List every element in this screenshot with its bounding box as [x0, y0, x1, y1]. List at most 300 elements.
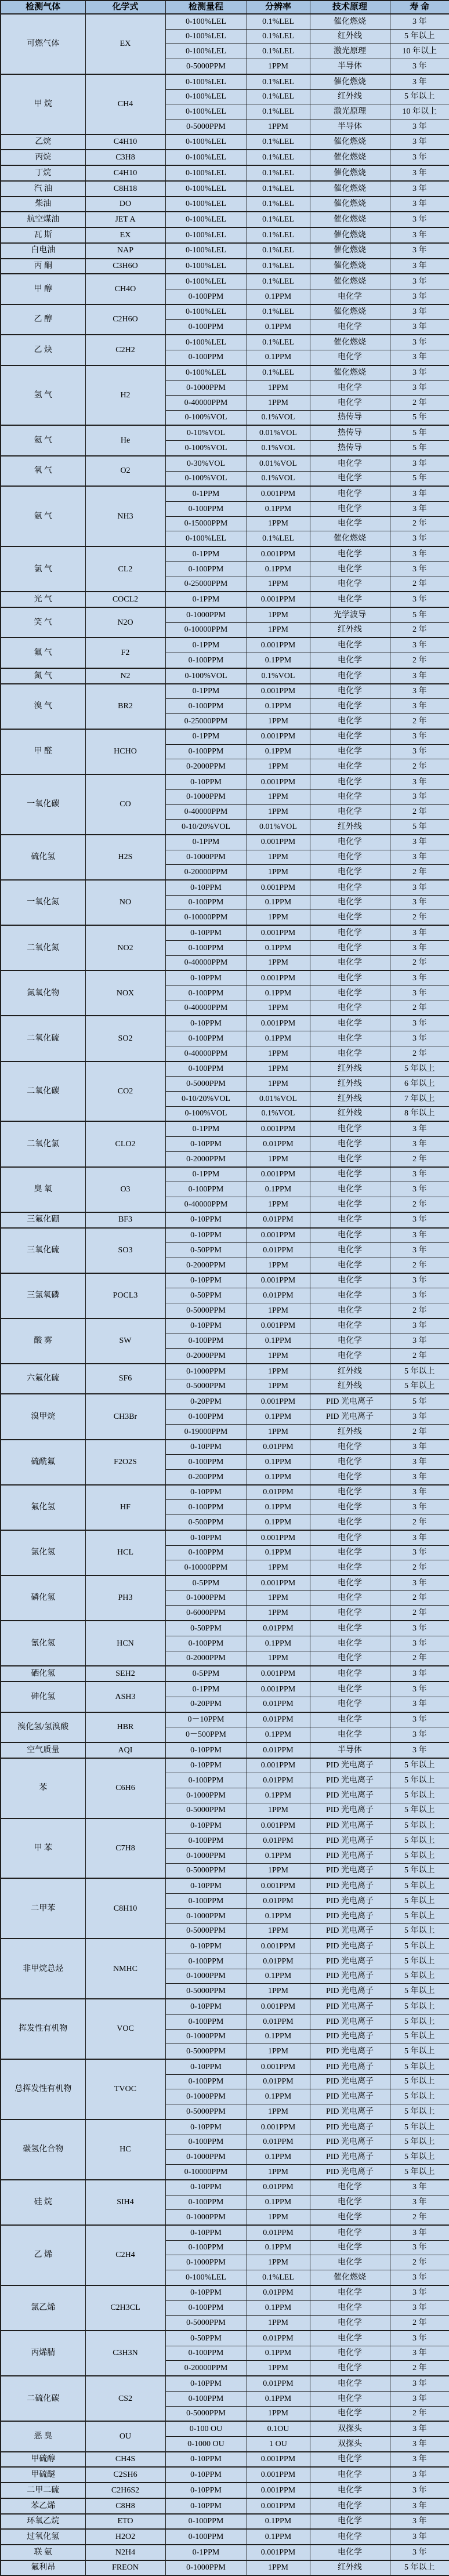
table-row — [1, 2545, 449, 2560]
principle-cell: 红外线 — [310, 1092, 390, 1107]
gas-name-cell: 氯化氢 — [1, 1530, 85, 1575]
header-formula: 化学式 — [85, 1, 165, 14]
lifespan-cell: 3 年 — [390, 2331, 449, 2346]
table-row — [1, 925, 449, 940]
range-cell: 0-100PPM — [165, 1410, 247, 1425]
header-gas: 检测气体 — [1, 1, 85, 14]
resolution-cell: 0.001PPM — [247, 1666, 310, 1682]
resolution-cell: 0.1%LEL — [247, 197, 310, 212]
range-cell: 0-100PPM — [165, 1894, 247, 1909]
lifespan-cell: 5 年 — [390, 425, 449, 440]
gas-name-cell: 甲 醇 — [1, 274, 85, 304]
formula-cell: HCL — [85, 1530, 165, 1575]
range-cell: 0-1000PPM — [165, 1364, 247, 1379]
range-cell: 0-10000PPM — [165, 2165, 247, 2180]
principle-cell: 电化学 — [310, 1697, 390, 1712]
principle-cell: 电化学 — [310, 637, 390, 653]
lifespan-cell: 6 年以上 — [390, 1077, 449, 1092]
range-cell: 0-100PPM — [165, 699, 247, 714]
principle-cell: PID 光电离子 — [310, 2165, 390, 2180]
gas-name-cell: 联 氨 — [1, 2545, 85, 2560]
gas-name-cell: 氯乙烯 — [1, 2285, 85, 2331]
lifespan-cell: 5 年以上 — [390, 1969, 449, 1984]
range-cell: 0-10PPM — [165, 774, 247, 789]
lifespan-cell: 3 年 — [390, 502, 449, 517]
resolution-cell: 0.1PPM — [247, 2346, 310, 2361]
gas-name-cell: 环氧乙烷 — [1, 2514, 85, 2530]
principle-cell: PID 光电离子 — [310, 1834, 390, 1849]
principle-cell: 电化学 — [310, 1334, 390, 1349]
lifespan-cell: 5 年以上 — [390, 1803, 449, 1818]
range-cell: 0-50PPM — [165, 1621, 247, 1636]
resolution-cell: 0.001PPM — [247, 1167, 310, 1182]
gas-name-cell: 二硫化碳 — [1, 2376, 85, 2421]
formula-cell: NO — [85, 880, 165, 925]
principle-cell: 电化学 — [310, 1666, 390, 1682]
table-row — [1, 2331, 449, 2346]
lifespan-cell: 3 年 — [390, 1575, 449, 1590]
formula-cell: C7H8 — [85, 1818, 165, 1879]
table-row — [1, 1121, 449, 1136]
principle-cell: PID 光电离子 — [310, 1410, 390, 1425]
resolution-cell: 0.1%LEL — [247, 365, 310, 381]
resolution-cell: 0.01PPM — [247, 1243, 310, 1258]
lifespan-cell: 3 年 — [390, 684, 449, 699]
range-cell: 0-40000PPM — [165, 1001, 247, 1016]
range-cell: 0-100PPM — [165, 2514, 247, 2530]
lifespan-cell: 2 年 — [390, 2210, 449, 2225]
lifespan-cell: 5 年 — [390, 820, 449, 835]
range-cell: 0-500PPM — [165, 1515, 247, 1530]
range-cell: 0-10PPM — [165, 1530, 247, 1545]
range-cell: 0-100PPM — [165, 895, 247, 910]
formula-cell: EX — [85, 227, 165, 243]
principle-cell: PID 光电离子 — [310, 2044, 390, 2059]
lifespan-cell: 3 年 — [390, 880, 449, 895]
formula-cell: C6H6 — [85, 1758, 165, 1818]
range-cell: 0-100PPM — [165, 1636, 247, 1651]
gas-name-cell: 甲硫醇 — [1, 2452, 85, 2468]
lifespan-cell: 2 年 — [390, 1197, 449, 1212]
range-cell: 0-100%LEL — [165, 74, 247, 89]
range-cell: 0-100%VOL — [165, 471, 247, 486]
table-row — [1, 1939, 449, 1954]
lifespan-cell: 3 年 — [390, 2498, 449, 2514]
principle-cell: 电化学 — [310, 2452, 390, 2468]
formula-cell: FREON — [85, 2560, 165, 2576]
gas-name-cell: 硫化氢 — [1, 835, 85, 880]
principle-cell: 电化学 — [310, 2180, 390, 2195]
lifespan-cell: 5 年以上 — [390, 1939, 449, 1954]
lifespan-cell: 3 年 — [390, 2300, 449, 2316]
range-cell: 0-10PPM — [165, 2498, 247, 2514]
formula-cell: CH4 — [85, 74, 165, 135]
resolution-cell: 1PPM — [247, 1364, 310, 1379]
resolution-cell: 1PPM — [247, 2406, 310, 2421]
principle-cell: 电化学 — [310, 1151, 390, 1166]
principle-cell: 电化学 — [310, 1590, 390, 1606]
lifespan-cell: 2 年 — [390, 516, 449, 531]
resolution-cell: 0.1PPM — [247, 2529, 310, 2545]
resolution-cell: 0.001PPM — [247, 592, 310, 607]
range-cell: 0-100%VOL — [165, 410, 247, 425]
formula-cell: CH3Br — [85, 1394, 165, 1439]
resolution-cell: 1 OU — [247, 2437, 310, 2452]
resolution-cell: 0.01%VOL — [247, 820, 310, 835]
lifespan-cell: 5 年以上 — [390, 2165, 449, 2180]
range-cell: 0-5PPM — [165, 1575, 247, 1590]
gas-name-cell: 二氧化氮 — [1, 925, 85, 970]
principle-cell: 电化学 — [310, 2545, 390, 2560]
formula-cell: PH3 — [85, 1575, 165, 1621]
principle-cell: PID 光电离子 — [310, 2150, 390, 2165]
resolution-cell: 0.1%VOL — [247, 441, 310, 456]
principle-cell: 电化学 — [310, 546, 390, 561]
principle-cell: 电化学 — [310, 1621, 390, 1636]
principle-cell: PID 光电离子 — [310, 1999, 390, 2014]
resolution-cell: 0.01PPM — [247, 1954, 310, 1969]
lifespan-cell: 3 年 — [390, 1031, 449, 1046]
resolution-cell: 0.001PPM — [247, 835, 310, 850]
gas-name-cell: 氮氧化物 — [1, 970, 85, 1016]
resolution-cell: 0.1PPM — [247, 350, 310, 365]
principle-cell: 电化学 — [310, 895, 390, 910]
lifespan-cell: 3 年 — [390, 165, 449, 181]
principle-cell: PID 光电离子 — [310, 1394, 390, 1409]
lifespan-cell: 3 年 — [390, 1212, 449, 1228]
range-cell: 0-1000PPM — [165, 2210, 247, 2225]
table-row — [1, 74, 449, 89]
resolution-cell: 0.001PPM — [247, 1530, 310, 1545]
range-cell: 0-100%LEL — [165, 181, 247, 197]
lifespan-cell: 3 年 — [390, 1273, 449, 1288]
lifespan-cell: 3 年 — [390, 1485, 449, 1500]
principle-cell: 红外线 — [310, 1424, 390, 1439]
principle-cell: 电化学 — [310, 395, 390, 410]
resolution-cell: 0.1OU — [247, 2421, 310, 2436]
principle-cell: 电化学 — [310, 1016, 390, 1031]
principle-cell: 催化燃烧 — [310, 135, 390, 150]
resolution-cell: 0.1%LEL — [247, 243, 310, 259]
principle-cell: 电化学 — [310, 1228, 390, 1243]
lifespan-cell: 2 年 — [390, 1046, 449, 1061]
range-cell: 0-100PPM — [165, 1455, 247, 1470]
range-cell: 0-10PPM — [165, 1999, 247, 2014]
lifespan-cell: 3 年 — [390, 181, 449, 197]
range-cell: 0-100%LEL — [165, 259, 247, 274]
table-row — [1, 1999, 449, 2014]
principle-cell: 电化学 — [310, 1515, 390, 1530]
principle-cell: 电化学 — [310, 1560, 390, 1575]
lifespan-cell: 3 年 — [390, 2483, 449, 2498]
principle-cell: PID 光电离子 — [310, 1923, 390, 1939]
table-row — [1, 1682, 449, 1697]
principle-cell: 红外线 — [310, 1364, 390, 1379]
principle-cell: 电化学 — [310, 1303, 390, 1318]
gas-name-cell: 甲 苯 — [1, 1818, 85, 1879]
resolution-cell: 0.1%LEL — [247, 14, 310, 29]
principle-cell: 电化学 — [310, 350, 390, 365]
principle-cell: 电化学 — [310, 2346, 390, 2361]
resolution-cell: 0.1PPM — [247, 744, 310, 759]
lifespan-cell: 3 年 — [390, 1500, 449, 1515]
resolution-cell: 0.001PPM — [247, 1575, 310, 1590]
lifespan-cell: 3 年 — [390, 1636, 449, 1651]
range-cell: 0-100%LEL — [165, 197, 247, 212]
lifespan-cell: 2 年 — [390, 395, 449, 410]
resolution-cell: 1PPM — [247, 1061, 310, 1077]
gas-name-cell: 一氧化碳 — [1, 774, 85, 835]
principle-cell: 红外线 — [310, 820, 390, 835]
gas-name-cell: 空气质量 — [1, 1742, 85, 1758]
resolution-cell: 0.01PPM — [247, 2225, 310, 2240]
resolution-cell: 0.01PPM — [247, 1712, 310, 1727]
range-cell: 0-10000PPM — [165, 1560, 247, 1575]
lifespan-cell: 3 年 — [390, 2545, 449, 2560]
lifespan-cell: 5 年以上 — [390, 1848, 449, 1863]
resolution-cell: 0.1%VOL — [247, 471, 310, 486]
gas-name-cell: 总挥发性有机物 — [1, 2059, 85, 2120]
table-row — [1, 546, 449, 561]
principle-cell: PID 光电离子 — [310, 1954, 390, 1969]
range-cell: 0-10PPM — [165, 1878, 247, 1893]
gas-name-cell: 氟化氢 — [1, 1485, 85, 1530]
lifespan-cell: 3 年 — [390, 2180, 449, 2195]
gas-name-cell: 六氟化硫 — [1, 1364, 85, 1394]
resolution-cell: 0.01PPM — [247, 1834, 310, 1849]
resolution-cell: 0.001PPM — [247, 684, 310, 699]
range-cell: 0-100PPM — [165, 1773, 247, 1788]
principle-cell: PID 光电离子 — [310, 1939, 390, 1954]
resolution-cell: 0.001PPM — [247, 2483, 310, 2498]
resolution-cell: 0.1%LEL — [247, 181, 310, 197]
range-cell: 0-10PPM — [165, 2467, 247, 2483]
resolution-cell: 0.1PPM — [247, 1455, 310, 1470]
range-cell: 0-1000PPM — [165, 2029, 247, 2044]
table-row — [1, 305, 449, 320]
lifespan-cell: 10 年以上 — [390, 44, 449, 59]
lifespan-cell: 3 年 — [390, 59, 449, 74]
principle-cell: 电化学 — [310, 381, 390, 396]
lifespan-cell: 3 年 — [390, 274, 449, 289]
lifespan-cell: 3 年 — [390, 1334, 449, 1349]
formula-cell: ETO — [85, 2514, 165, 2530]
lifespan-cell: 3 年 — [390, 2346, 449, 2361]
resolution-cell: 0.1%LEL — [247, 165, 310, 181]
range-cell: 0-100%LEL — [165, 531, 247, 546]
range-cell: 0-1PPM — [165, 835, 247, 850]
gas-name-cell: 三氧化硫 — [1, 1228, 85, 1273]
resolution-cell: 0.1PPM — [247, 1182, 310, 1197]
resolution-cell: 0.01PPM — [247, 1137, 310, 1152]
formula-cell: O2 — [85, 456, 165, 486]
range-cell: 0-20PPM — [165, 1394, 247, 1409]
principle-cell: PID 光电离子 — [310, 1848, 390, 1863]
principle-cell: 催化燃烧 — [310, 227, 390, 243]
table-row — [1, 365, 449, 381]
resolution-cell: 1PPM — [247, 910, 310, 925]
resolution-cell: 0.01PPM — [247, 1894, 310, 1909]
lifespan-cell: 2 年 — [390, 910, 449, 925]
lifespan-cell: 2 年 — [390, 1560, 449, 1575]
principle-cell: 电化学 — [310, 2376, 390, 2391]
range-cell: 0-100PPM — [165, 1182, 247, 1197]
principle-cell: 电化学 — [310, 805, 390, 820]
principle-cell: 电化学 — [310, 1121, 390, 1136]
resolution-cell: 0.01%VOL — [247, 1092, 310, 1107]
gas-name-cell: 酸 雾 — [1, 1318, 85, 1364]
gas-name-cell: 氟利昂 — [1, 2560, 85, 2576]
principle-cell: 电化学 — [310, 1137, 390, 1152]
lifespan-cell: 3 年 — [390, 14, 449, 29]
table-row — [1, 1167, 449, 1182]
principle-cell: 电化学 — [310, 2467, 390, 2483]
lifespan-cell: 5 年以上 — [390, 1878, 449, 1893]
lifespan-cell: 5 年以上 — [390, 1894, 449, 1909]
resolution-cell: 1PPM — [247, 865, 310, 880]
range-cell: 0-100PPM — [165, 1031, 247, 1046]
resolution-cell: 0.1PPM — [247, 1636, 310, 1651]
gas-name-cell: 柴油 — [1, 197, 85, 212]
principle-cell: 电化学 — [310, 1197, 390, 1212]
range-cell: 0-100PPM — [165, 2529, 247, 2545]
principle-cell: PID 光电离子 — [310, 2029, 390, 2044]
range-cell: 0-10000PPM — [165, 910, 247, 925]
principle-cell: 电化学 — [310, 970, 390, 986]
resolution-cell: 0.1%LEL — [247, 274, 310, 289]
range-cell: 0-100%LEL — [165, 212, 247, 227]
table-row — [1, 1530, 449, 1545]
resolution-cell: 0.001PPM — [247, 1318, 310, 1334]
principle-cell: 催化燃烧 — [310, 305, 390, 320]
lifespan-cell: 3 年 — [390, 925, 449, 940]
table-row — [1, 1758, 449, 1773]
lifespan-cell: 3 年 — [390, 729, 449, 744]
range-cell: 0-100PPM — [165, 653, 247, 668]
range-cell: 0-200PPM — [165, 1470, 247, 1485]
formula-cell: EX — [85, 14, 165, 74]
range-cell: 0-100PPM — [165, 1500, 247, 1515]
resolution-cell: 0.001PPM — [247, 2467, 310, 2483]
principle-cell: 热传导 — [310, 441, 390, 456]
principle-cell: 电化学 — [310, 289, 390, 304]
lifespan-cell: 5 年 — [390, 1394, 449, 1409]
lifespan-cell: 2 年 — [390, 865, 449, 880]
formula-cell: C3H3N — [85, 2331, 165, 2376]
table-row — [1, 150, 449, 165]
gas-name-cell: 氢 气 — [1, 365, 85, 426]
gas-table-body — [1, 14, 449, 2575]
lifespan-cell: 3 年 — [390, 1697, 449, 1712]
range-cell: 0-10%VOL — [165, 425, 247, 440]
formula-cell: NMHC — [85, 1939, 165, 1999]
formula-cell: C8H8 — [85, 2498, 165, 2514]
table-row — [1, 729, 449, 744]
lifespan-cell: 5 年 — [390, 471, 449, 486]
lifespan-cell: 3 年 — [390, 2285, 449, 2300]
lifespan-cell: 3 年 — [390, 1137, 449, 1152]
principle-cell: 催化燃烧 — [310, 365, 390, 381]
lifespan-cell: 2 年 — [390, 1001, 449, 1016]
range-cell: 0-100%LEL — [165, 44, 247, 59]
resolution-cell: 0.1%LEL — [247, 335, 310, 350]
resolution-cell: 0.001PPM — [247, 729, 310, 744]
table-row — [1, 1016, 449, 1031]
lifespan-cell: 2 年 — [390, 2406, 449, 2421]
resolution-cell: 1PPM — [247, 789, 310, 805]
principle-cell: 电化学 — [310, 1575, 390, 1590]
lifespan-cell: 3 年 — [390, 1666, 449, 1682]
table-row — [1, 2467, 449, 2483]
table-row — [1, 2498, 449, 2514]
resolution-cell: 1PPM — [247, 59, 310, 74]
formula-cell: OU — [85, 2421, 165, 2451]
resolution-cell: 0.001PPM — [247, 1016, 310, 1031]
lifespan-cell: 3 年 — [390, 74, 449, 89]
resolution-cell: 1PPM — [247, 2255, 310, 2270]
principle-cell: 电化学 — [310, 456, 390, 471]
formula-cell: C8H18 — [85, 181, 165, 197]
table-row — [1, 1742, 449, 1758]
range-cell: 0-10PPM — [165, 2059, 247, 2074]
principle-cell: 电化学 — [310, 955, 390, 970]
range-cell: 0-5PPM — [165, 1666, 247, 1682]
resolution-cell: 0.001PPM — [247, 1939, 310, 1954]
lifespan-cell: 3 年 — [390, 1228, 449, 1243]
resolution-cell: 1PPM — [247, 1651, 310, 1666]
lifespan-cell: 3 年 — [390, 835, 449, 850]
table-row — [1, 970, 449, 986]
lifespan-cell: 5 年以上 — [390, 2560, 449, 2576]
principle-cell: 电化学 — [310, 2498, 390, 2514]
header-range: 检测量程 — [165, 1, 247, 14]
range-cell: 0-20000PPM — [165, 2361, 247, 2376]
resolution-cell: 0.1%LEL — [247, 2270, 310, 2285]
principle-cell: 电化学 — [310, 1545, 390, 1560]
header-principle: 技术原理 — [310, 1, 390, 14]
header-resolution: 分辨率 — [247, 1, 310, 14]
resolution-cell: 1PPM — [247, 516, 310, 531]
range-cell: 0-5000PPM — [165, 1984, 247, 1999]
range-cell: 0-100%VOL — [165, 1106, 247, 1121]
lifespan-cell: 10 年以上 — [390, 104, 449, 119]
principle-cell: 电化学 — [310, 2483, 390, 2498]
resolution-cell: 0.001PPM — [247, 486, 310, 501]
range-cell: 0-100PPM — [165, 986, 247, 1001]
resolution-cell: 0.1PPM — [247, 2391, 310, 2406]
principle-cell: PID 光电离子 — [310, 1908, 390, 1923]
lifespan-cell: 3 年 — [390, 1712, 449, 1727]
header-row — [1, 1, 449, 14]
resolution-cell: 1PPM — [247, 714, 310, 729]
gas-name-cell: 丙 酮 — [1, 259, 85, 274]
gas-name-cell: 氨 气 — [1, 486, 85, 546]
lifespan-cell: 3 年 — [390, 561, 449, 577]
principle-cell: 电化学 — [310, 1440, 390, 1455]
lifespan-cell: 5 年以上 — [390, 2135, 449, 2150]
principle-cell: 催化燃烧 — [310, 197, 390, 212]
principle-cell: 电化学 — [310, 729, 390, 744]
range-cell: 0-100PPM — [165, 289, 247, 304]
lifespan-cell: 5 年以上 — [390, 1923, 449, 1939]
resolution-cell: 0.1%LEL — [247, 305, 310, 320]
gas-name-cell: 白电油 — [1, 243, 85, 259]
lifespan-cell: 5 年以上 — [390, 2029, 449, 2044]
gas-name-cell: 硫酰氟 — [1, 1440, 85, 1485]
principle-cell: 电化学 — [310, 699, 390, 714]
range-cell: 0-1PPM — [165, 2545, 247, 2560]
gas-name-cell: 苯 — [1, 1758, 85, 1818]
